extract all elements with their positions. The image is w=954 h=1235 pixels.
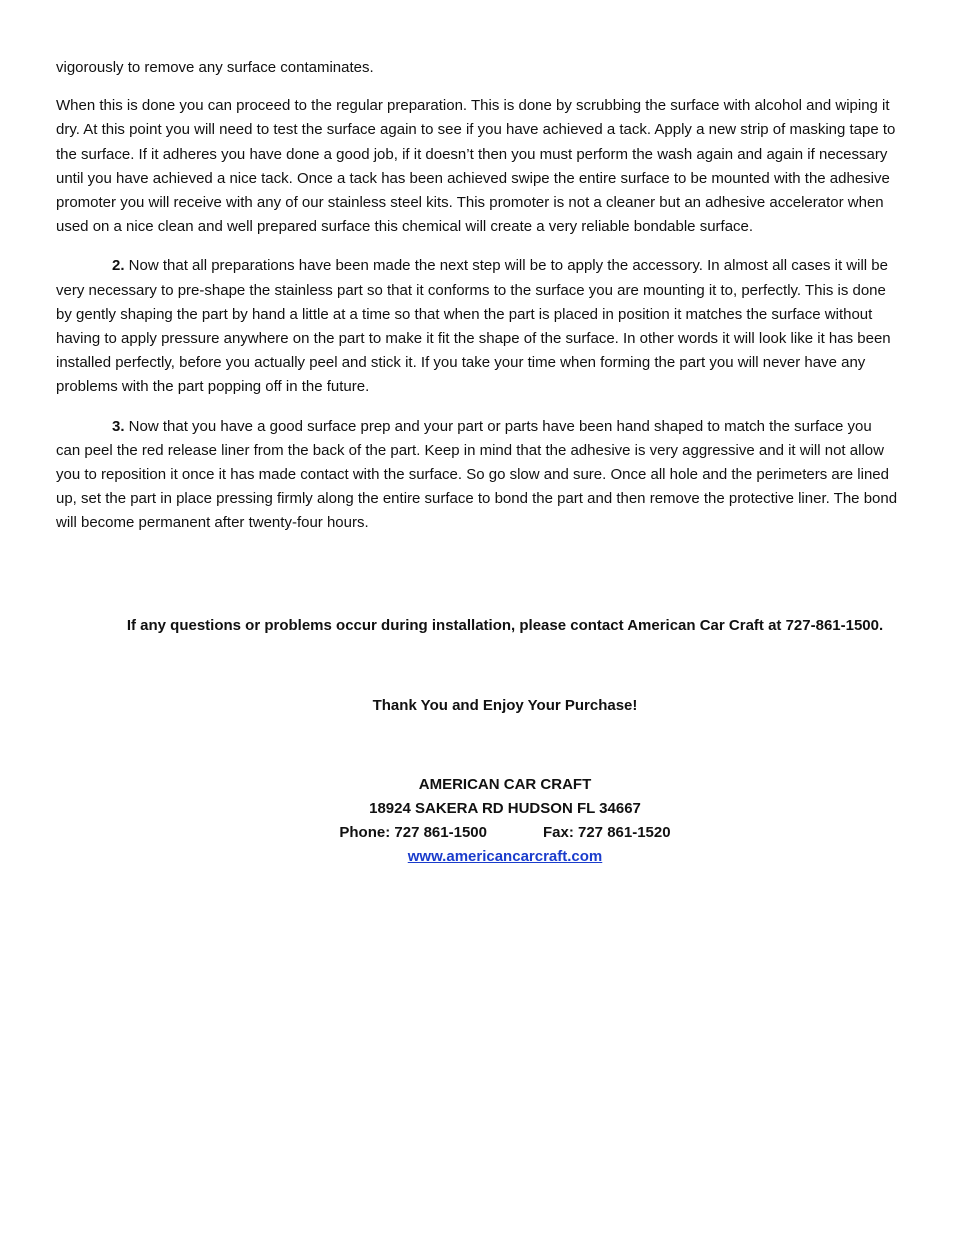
company-name: AMERICAN CAR CRAFT [418, 776, 592, 793]
step-3-number: 3. [112, 417, 125, 435]
thank-you-note: Thank You and Enjoy Your Purchase! [372, 697, 638, 714]
paragraph-intro: vigorously to remove any surface contaminates. [56, 59, 374, 76]
contact-note: If any questions or problems occur during installation, please contact American Car Craft at 727-861-1500. [126, 617, 884, 634]
paragraph-step-2 [56, 254, 898, 399]
step-2-number: 2. [112, 257, 125, 275]
step-2-text: Now that all preparations have been made the next step will be to apply the accessory. In almost all cases it will be very necessary to pre-shape the stainless part so that it conforms to the surface you are mounting it to, perfectly. This is done by gently shaping the part by hand a little at a time so that when the part is placed in position it matches the surface without having to apply pressure anywhere on the part to make it fit the shape of the surface. In other words it will look like it has been installed perfectly, before you actually peel and stick it. If you take your time when forming the part you will never have any problems with the part popping off in the future. [56, 257, 891, 396]
company-phone: Phone: 727 861-1500 [339, 824, 487, 841]
company-info [56, 773, 954, 869]
company-website-link[interactable]: www.americancarcraft.com [407, 848, 603, 865]
step-3-text: Now that you have a good surface prep and your part or parts have been hand shaped to match the surface you can peel the red release liner from the back of the part. Keep in mind that the adhesive is very aggressive and it will not allow you to reposition it once it has made contact with the surface. So go slow and sure. Once all hole and the perimeters are lined up, set the part in place pressing firmly along the entire surface to bond the part and then remove the protective liner. The bond will become permanent after twenty-four hours. [56, 417, 898, 532]
paragraph-step-3 [56, 415, 898, 536]
document-body [56, 56, 898, 536]
company-phone-fax [56, 821, 954, 845]
company-address: 18924 SAKERA RD HUDSON FL 34667 [369, 800, 641, 817]
company-fax: Fax: 727 861-1520 [542, 824, 671, 841]
paragraph-preparation: When this is done you can proceed to the regular preparation. This is done by scrubbing the surface with alcohol and wiping it dry. At this point you will need to test the surface again to see if you have achieved a tack. Apply a new strip of masking tape to the surface. If it adheres you have done a good job, if it doesn’t then you must perform the wash again and again if necessary until you have achieved a nice tack. Once a tack has been achieved swipe the entire surface to be mounted with the adhesive promoter you will receive with any of our stainless steel kits. This promoter is not a cleaner but an adhesive accelerator when used on a nice clean and well prepared surface this chemical will create a very reliable bondable surface. [56, 97, 896, 236]
